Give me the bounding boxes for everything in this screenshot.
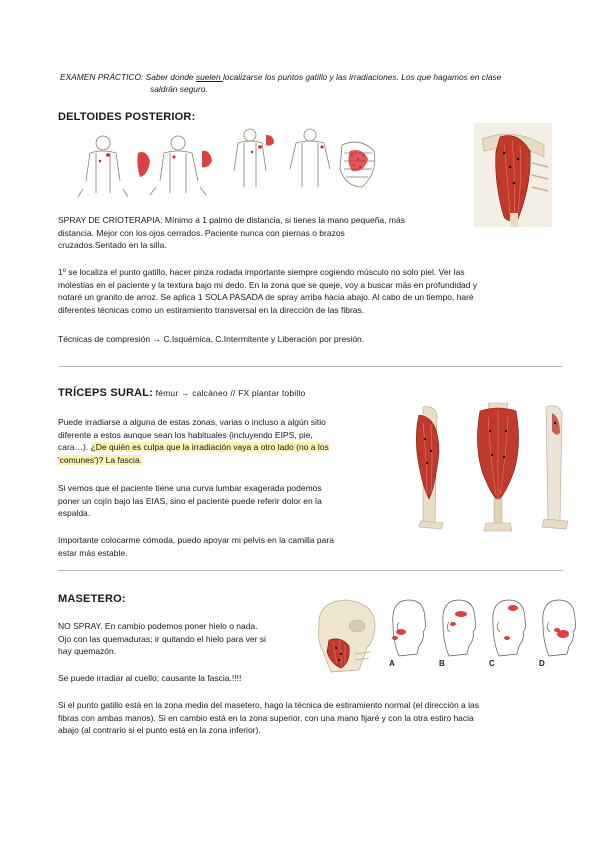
pain-area bbox=[392, 636, 398, 640]
figure-label-d: D bbox=[539, 659, 545, 668]
text-line: notaré un granito de arroz. Se aplica 1 SOLA PASADA de spray arriba hacia abajo. Al cabo de un tiempo, haré bbox=[58, 292, 474, 303]
deltoid-figure-referral-views bbox=[232, 125, 380, 195]
calf-figure-referral bbox=[538, 403, 578, 531]
triceps-paragraph-3 bbox=[58, 534, 334, 559]
text-line: espalda. bbox=[58, 508, 91, 519]
pain-area bbox=[504, 636, 510, 640]
masetero-paragraph-1 bbox=[58, 620, 266, 658]
text-line: cara…). bbox=[58, 442, 91, 453]
masetero-paragraph-2: Se puede irradiar al cuello; causante la fascia.!!!! bbox=[58, 673, 242, 683]
text-line: NO SPRAY. En cambio podemos poner hielo o nada. bbox=[58, 621, 258, 631]
face-profile-a bbox=[389, 600, 426, 668]
exam-note-text: EXAMEN PRÁCTICO: Saber donde bbox=[60, 72, 196, 82]
text-line: Importante colocarme cómoda, puedo apoyar mi pelvis en la camilla para bbox=[58, 535, 334, 545]
text-line: poner un cojín bajo las EIAS, sino el paciente puede referir dolor en la bbox=[58, 495, 322, 506]
text-line: estar más estable. bbox=[58, 547, 128, 558]
section-divider bbox=[58, 366, 563, 367]
exam-note-underlined: suelen bbox=[195, 72, 223, 82]
exam-note bbox=[60, 71, 550, 95]
text-line: molestias en el paciente y la textura bajo mi dedo. En la zona que se queje, voy a buscar más en profundidad y bbox=[58, 279, 478, 290]
text-line: abajo (al contrario si el punto está en la zona inferior). bbox=[58, 725, 261, 736]
figure-label-b: B bbox=[439, 659, 445, 668]
exam-note-text-cont: localizarse los puntos gatillo y las irradiaciones. Los que hagamos en clase bbox=[222, 72, 502, 82]
figure-label-c: C bbox=[489, 659, 495, 668]
text-line: SPRAY DE CRIOTERAPIA: Mínimo a 1 palmo de distancia, si tienes la mano pequeña, más bbox=[58, 215, 405, 225]
deltoides-paragraph-2 bbox=[58, 266, 477, 316]
calf-figure-lateral bbox=[405, 403, 453, 531]
section-divider bbox=[58, 570, 563, 571]
calf-figure-posterior bbox=[466, 401, 530, 533]
triceps-paragraph-1 bbox=[58, 416, 329, 466]
text-line: Ojo con las quemaduras; ir quitando el hielo para ver si bbox=[58, 633, 266, 644]
pain-area bbox=[455, 611, 467, 617]
deltoid-figure-back-views bbox=[78, 131, 224, 197]
text-line: Puede irradiarse a alguna de estas zonas, varias o incluso a algún sitio bbox=[58, 417, 326, 427]
pain-area bbox=[508, 605, 518, 611]
text-line: diferente a estos aunque sean los habituales (incluyendo EIPS, pie, bbox=[58, 429, 313, 440]
text-line: fibras con ambas manos). Si en cambio está en la zona superior, con una mano fijaré y con la otra estiro hacia bbox=[58, 712, 474, 723]
highlighted-question: ¿De quién es culpa que la irradiación vaya a otro lado (no a los bbox=[90, 442, 329, 453]
pain-area bbox=[396, 629, 406, 635]
pain-area bbox=[554, 628, 560, 632]
triceps-paragraph-2 bbox=[58, 482, 322, 520]
text-line: distancia. Mejor con los ojos cerrados. Paciente nunca con piernas o brazos bbox=[58, 227, 345, 238]
highlighted-answer: 'comunes')? La fascia. bbox=[58, 454, 143, 465]
text-line: hay quemazón. bbox=[58, 646, 117, 657]
face-profile-c bbox=[489, 600, 526, 668]
text-line: cruzados.Sentado en la silla. bbox=[58, 240, 167, 251]
text-line: diferentes técnicas como un estiramiento transversal en la dirección de las fibras. bbox=[58, 304, 365, 315]
exam-note-line2: saldrán seguro. bbox=[150, 84, 208, 94]
text-line: Si el punto gatillo está en la zona media del masetero, hago la técnica de estiramiento normal (el dirección a las bbox=[58, 700, 479, 710]
deltoid-figure-shoulder-skeleton bbox=[474, 123, 552, 227]
heading-triceps-title: TRÍCEPS SURAL: bbox=[58, 387, 154, 399]
heading-deltoides: DELTOIDES POSTERIOR: bbox=[58, 111, 196, 123]
heading-triceps-sural bbox=[58, 387, 305, 399]
pain-area bbox=[450, 622, 456, 626]
heading-triceps-subtitle: fémur → calcáneo // FX plantar tobillo bbox=[153, 388, 306, 398]
heading-masetero: MASETERO: bbox=[58, 593, 126, 605]
masetero-paragraph-3 bbox=[58, 699, 479, 737]
face-profile-d bbox=[539, 600, 576, 668]
deltoides-paragraph-3: Técnicas de compresión → C.Isquémica, C.Intermitente y Liberación por presión. bbox=[58, 334, 365, 344]
masseter-skull-figure bbox=[309, 596, 381, 674]
masseter-referral-figures bbox=[383, 594, 583, 668]
text-line: Si vemos que el paciente tiene una curva lumbar exagerada podemos bbox=[58, 483, 322, 493]
face-profile-b bbox=[439, 600, 476, 668]
deltoides-paragraph-1 bbox=[58, 214, 405, 252]
text-line: 1º se localiza el punto gatillo, hacer pinza rodada importante siempre cogiendo músculo no solo piel. Ver las bbox=[58, 267, 465, 277]
figure-label-a: A bbox=[389, 659, 395, 668]
